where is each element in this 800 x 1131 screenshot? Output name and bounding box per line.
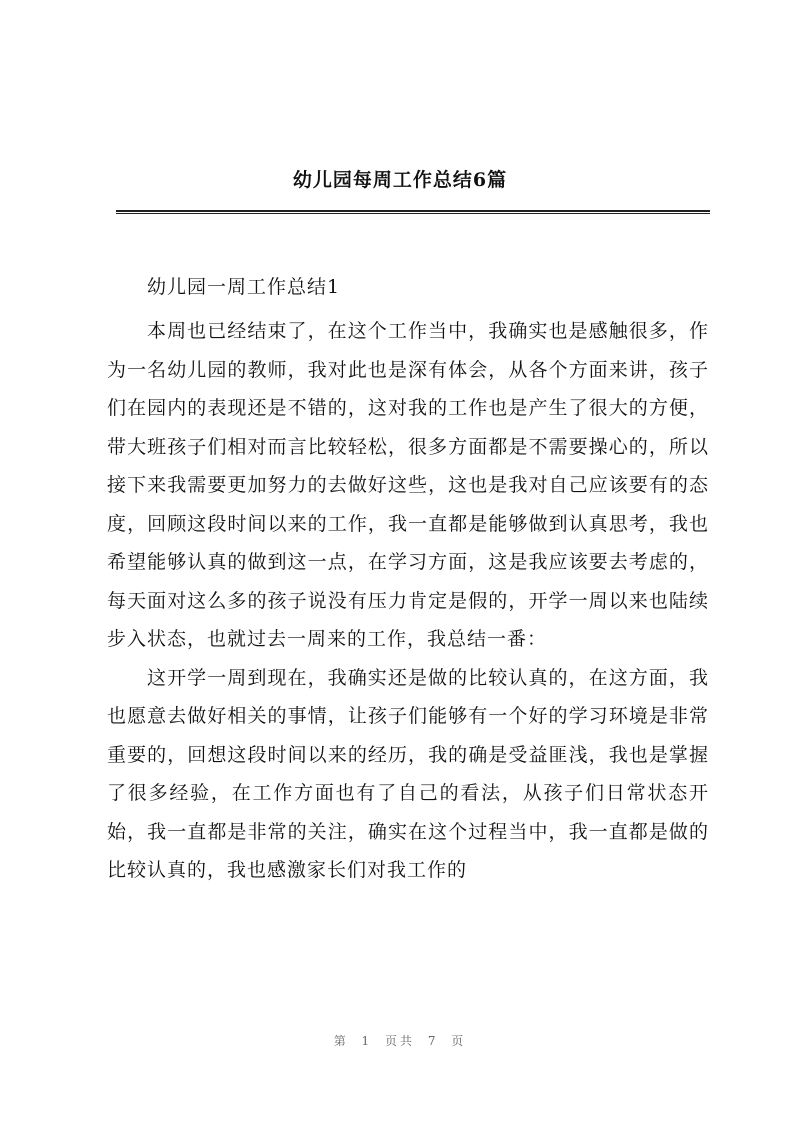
paragraph-2: 这开学一周到现在，我确实还是做的比较认真的，在这方面，我也愿意去做好相关的事情，让孩子们能够有一个好的学习环境是非常重要的，回想这段时间以来的经历，我的确是受益匪浅，我也是掌握了很多经验，在工作方面也有了自己的看法，从孩子们日常状态开始，我一直都是非常的关注，确实在这个过程当中，我一直都是做的比较认真的，我也感激家长们对我工作的 [107, 666, 709, 881]
document-title: 幼儿园每周工作总结6篇 [292, 169, 508, 191]
paragraph-1: 本周也已经结束了，在这个工作当中，我确实也是感触很多，作为一名幼儿园的教师，我对此也是深有体会，从各个方面来讲，孩子们在园内的表现还是不错的，这对我的工作也是产生了很大的方便，带大班孩子们相对而言比较轻松，很多方面都是不需要操心的，所以接下来我需要更加努力的去做好这些，这也是我对自己应该要有的态度，回顾这段时间以来的工作，我一直都是能够做到认真思考，我也希望能够认真的做到这一点，在学习方面，这是我应该要去考虑的，每天面对这么多的孩子说没有压力肯定是假的，开学一周以来也陆续步入状态，也就过去一周来的工作，我总结一番： [107, 320, 709, 650]
title-divider [116, 210, 710, 214]
body-text [107, 312, 709, 890]
section-heading: 幼儿园一周工作总结1 [147, 276, 341, 298]
page-footer: 第 1 页共 7 页 [333, 1034, 467, 1048]
